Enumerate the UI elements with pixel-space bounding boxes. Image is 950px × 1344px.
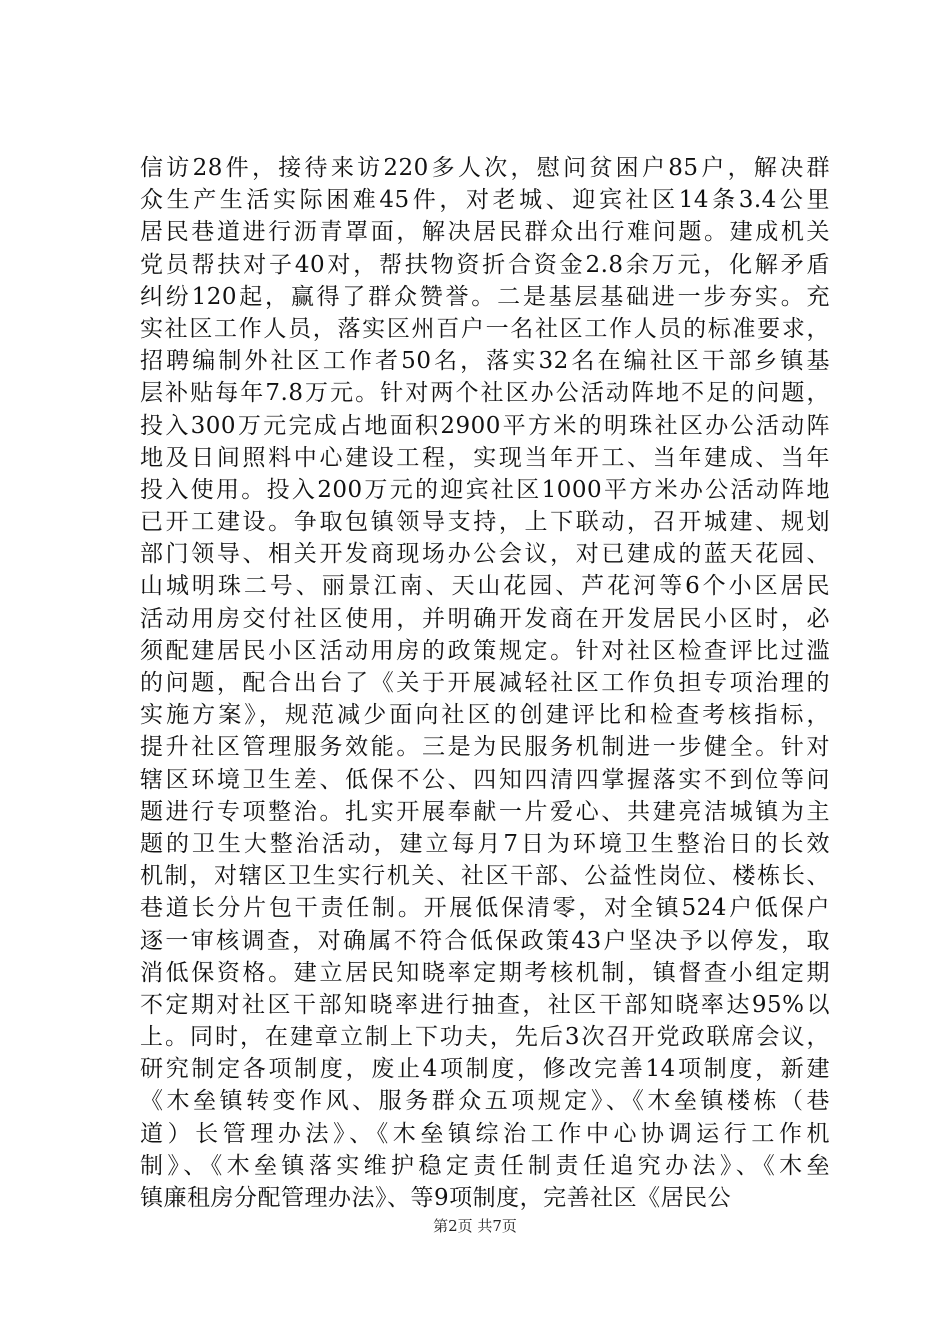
text-line: 投入300万元完成占地面积2900平方米的明珠社区办公活动阵	[140, 412, 830, 439]
text-line: 制》、《木垒镇落实维护稳定责任制责任追究办法》、《木垒	[140, 1152, 830, 1179]
text-line: 须配建居民小区活动用房的政策规定。针对社区检查评比过滥	[140, 637, 830, 664]
text-line: 实社区工作人员，落实区州百户一名社区工作人员的标准要求，	[140, 315, 830, 342]
text-line: 道）长管理办法》、《木垒镇综治工作中心协调运行工作机	[140, 1120, 830, 1147]
text-line: 地及日间照料中心建设工程，实现当年开工、当年建成、当年	[140, 444, 830, 471]
text-line: 辖区环境卫生差、低保不公、四知四清四掌握落实不到位等问	[140, 766, 830, 793]
text-line: 信访28件，接待来访220多人次，慰问贫困户85户，解决群	[140, 155, 830, 181]
text-line: 题的卫生大整治活动，建立每月7日为环境卫生整治日的长效	[140, 830, 830, 857]
text-line: 招聘编制外社区工作者50名，落实32名在编社区干部乡镇基	[140, 348, 830, 375]
text-line: 的问题，配合出台了《关于开展减轻社区工作负担专项治理的	[140, 670, 830, 696]
text-line: 层补贴每年7.8万元。针对两个社区办公活动阵地不足的问题，	[140, 380, 830, 407]
text-line: 消低保资格。建立居民知晓率定期考核机制，镇督查小组定期	[140, 959, 830, 986]
text-line: 山城明珠二号、丽景江南、天山花园、芦花河等6个小区居民	[140, 573, 830, 600]
text-line: 居民巷道进行沥青罩面，解决居民群众出行难问题。建成机关	[140, 219, 830, 246]
text-line: 研究制定各项制度，废止4项制度，修改完善14项制度，新建	[140, 1056, 830, 1083]
page-footer: 第2页 共7页	[433, 1217, 517, 1235]
text-line: 众生产生活实际困难45件，对老城、迎宾社区14条3.4公里	[140, 187, 830, 214]
text-line: 部门领导、相关开发商现场办公会议，对已建成的蓝天花园、	[140, 541, 830, 568]
text-line: 不定期对社区干部知晓率进行抽查，社区干部知晓率达95%以	[140, 991, 830, 1018]
text-line: 已开工建设。争取包镇领导支持，上下联动，召开城建、规划	[140, 509, 830, 536]
text-line: 提升社区管理服务效能。三是为民服务机制进一步健全。针对	[140, 734, 830, 761]
text-line: 上。同时，在建章立制上下功夫，先后3次召开党政联席会议，	[140, 1024, 830, 1051]
text-line: 《木垒镇转变作风、服务群众五项规定》、《木垒镇楼栋（巷	[140, 1088, 830, 1115]
text-line: 巷道长分片包干责任制。开展低保清零，对全镇524户低保户	[140, 895, 830, 922]
text-line: 镇廉租房分配管理办法》、等9项制度，完善社区《居民公	[140, 1185, 732, 1211]
text-line: 实施方案》，规范减少面向社区的创建评比和检查考核指标，	[140, 702, 830, 729]
text-line: 党员帮扶对子40对，帮扶物资折合资金2.8余万元，化解矛盾	[140, 251, 830, 278]
body-text	[140, 152, 830, 1214]
text-line: 机制，对辖区卫生实行机关、社区干部、公益性岗位、楼栋长、	[140, 863, 830, 890]
text-line: 逐一审核调查，对确属不符合低保政策43户坚决予以停发，取	[140, 927, 830, 954]
text-line: 题进行专项整治。扎实开展奉献一片爱心、共建亮洁城镇为主	[140, 798, 830, 825]
text-line: 纠纷120起，赢得了群众赞誉。二是基层基础进一步夯实。充	[140, 283, 830, 310]
text-line: 活动用房交付社区使用，并明确开发商在开发居民小区时，必	[140, 605, 830, 632]
text-line: 投入使用。投入200万元的迎宾社区1000平方米办公活动阵地	[140, 476, 830, 503]
